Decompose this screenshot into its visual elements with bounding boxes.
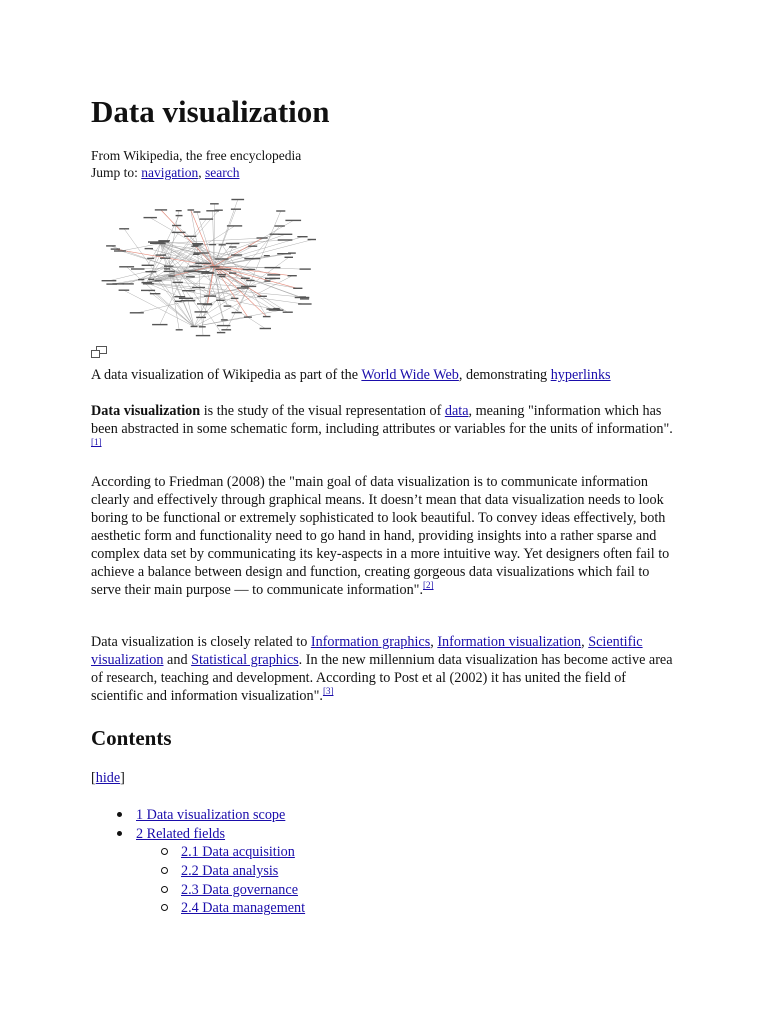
search-link[interactable]: search	[205, 165, 240, 180]
paragraph-text: . In the new millennium data visualization has become active area of research, teaching and development. According to Post et al (2002) it has united the field of scientific and information visualization".	[91, 652, 673, 704]
toc-link[interactable]: 1 Data visualization scope	[136, 807, 286, 823]
paragraph-text: is the study of the visual representation of	[200, 403, 445, 419]
data-link[interactable]: data	[444, 403, 469, 419]
page-title: Data visualization	[91, 94, 330, 129]
toc-item	[91, 862, 305, 881]
intro-paragraph	[91, 402, 681, 456]
toc-item	[91, 881, 305, 900]
paragraph-text: , meaning "information which has been abstracted in some schematic form, including attributes or variables for the units of information".	[91, 403, 673, 437]
hyperlinks-link[interactable]: hyperlinks	[550, 367, 611, 383]
toc-link[interactable]: 2.4 Data management	[181, 900, 306, 917]
magnify-icon[interactable]	[91, 346, 107, 358]
information-graphics-link[interactable]: Information graphics	[310, 634, 431, 650]
figure-caption	[91, 366, 611, 384]
paragraph-text: ,	[430, 634, 438, 650]
toc-item	[91, 806, 305, 825]
toggle-bracket: [	[91, 770, 96, 786]
wikipedia-graph-image[interactable]	[94, 186, 316, 346]
caption-text: , demonstrating	[458, 367, 551, 383]
paragraph-text: ,	[581, 634, 589, 650]
toc-link[interactable]: 2 Related fields	[136, 825, 226, 842]
navigation-link[interactable]: navigation	[141, 165, 199, 180]
information-visualization-link[interactable]: Information visualization	[437, 634, 582, 650]
table-of-contents	[91, 806, 305, 918]
toc-item	[91, 825, 305, 844]
friedman-paragraph	[91, 473, 681, 599]
bold-term: Data visualization	[91, 403, 201, 419]
contents-heading: Contents	[91, 726, 172, 750]
toc-item	[91, 843, 305, 862]
jump-to-bar	[91, 164, 240, 182]
toggle-bracket: ]	[120, 770, 125, 786]
toc-item	[91, 899, 305, 918]
toc-link[interactable]: 2.2 Data analysis	[181, 863, 279, 880]
toc-link[interactable]: 2.3 Data governance	[181, 881, 298, 898]
scientific-visualization-link[interactable]: Scientific visualization	[91, 634, 643, 668]
hide-toc-link[interactable]: hide	[95, 770, 121, 786]
reference-3-link[interactable]: [3]	[322, 686, 334, 696]
world-wide-web-link[interactable]: World Wide Web	[361, 367, 459, 383]
toc-link[interactable]: 2.1 Data acquisition	[181, 844, 295, 861]
reference-1-link[interactable]: [1]	[91, 437, 102, 447]
toc-toggle	[91, 769, 125, 787]
jump-to-label: Jump to:	[91, 165, 142, 180]
paragraph-text: According to Friedman (2008) the "main goal of data visualization is to communicate information clearly and effectively through graphical means. It doesn’t mean that data visualization needs to look boring to be functional or extremely sophisticated to look beautiful. To convey ideas effectively, both aesthetic form and functionality need to go hand in hand, providing insights into a rather sparse and complex data set by communicating its key-aspects in a more intuitive way. Yet designers often fail to achieve a balance between design and function, creating gorgeous data visualizations which fail to serve their main purpose — to communicate information".	[91, 474, 670, 598]
paragraph-text: Data visualization is closely related to	[91, 634, 311, 650]
related-fields-paragraph	[91, 633, 681, 705]
statistical-graphics-link[interactable]: Statistical graphics	[191, 652, 299, 668]
reference-2-link[interactable]: [2]	[423, 580, 434, 590]
jump-to-separator: ,	[198, 165, 206, 180]
paragraph-text: and	[163, 652, 192, 668]
site-tagline: From Wikipedia, the free encyclopedia	[91, 148, 302, 163]
caption-text: A data visualization of Wikipedia as part of the	[91, 367, 362, 383]
